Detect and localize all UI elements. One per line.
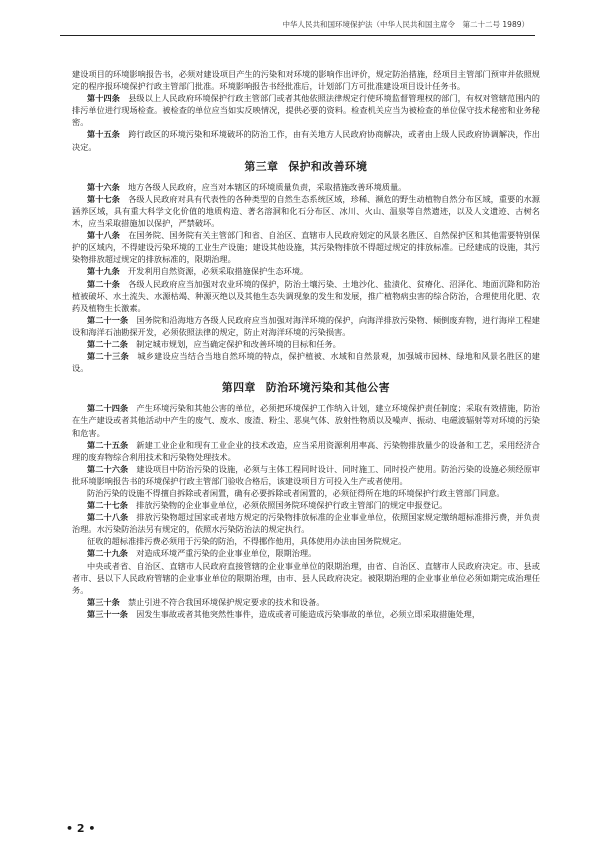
paragraph-text: 制定城市规划，应当确定保护和改善环境的目标和任务。 <box>136 338 341 349</box>
article-number: 第二十二条 <box>87 338 128 349</box>
article-paragraph <box>72 338 540 350</box>
article-number: 第三十一条 <box>87 608 128 619</box>
article-number: 第二十四条 <box>87 403 129 414</box>
paragraph-text: 产生环境污染和其他公害的单位，必须把环境保护工作纳入计划，建立环境保护责任制度；采取有效措施，防治在生产建设或者其他活动中产生的废气、废水、废渣、粉尘、恶臭气体、放射性物质以及噪声、振动、电磁波辐射等对环境的污染和危害。 <box>72 403 540 438</box>
article-number: 第二十七条 <box>87 500 128 511</box>
paragraph-text: 国务院和沿海地方各级人民政府应当加强对海洋环境的保护，向海洋排放污染物、倾倒废弃物，进行海岸工程建设和海洋石油勘探开发，必须依照法律的规定，防止对海洋环境的污染损害。 <box>72 314 540 337</box>
article-paragraph <box>72 402 540 438</box>
article-number: 第二十八条 <box>87 512 129 523</box>
article-number: 第十七条 <box>87 193 120 204</box>
paragraph-text: 排放污染物的企业事业单位，必须依照国务院环境保护行政主管部门的规定申报登记。 <box>136 500 448 511</box>
paragraph-text: 开发利用自然资源，必须采取措施保护生态环境。 <box>127 266 309 277</box>
article-paragraph <box>72 193 540 229</box>
paragraph-text: 城乡建设应当结合当地自然环境的特点，保护植被、水域和自然景观，加强城市园林、绿地和风景名胜区的建设。 <box>72 351 540 374</box>
article-number: 第十六条 <box>87 181 120 192</box>
article-number: 第二十九条 <box>87 548 128 559</box>
article-paragraph <box>72 229 540 265</box>
document-body <box>72 68 540 620</box>
chapter-heading <box>72 382 540 394</box>
paragraph-text: 因发生事故或者其他突然性事件，造成或者可能造成污染事故的单位，必须立即采取措施处理， <box>136 608 481 619</box>
paragraph-text: 县级以上人民政府环境保护行政主管部门或者其他依照法律规定行使环境监督管理权的部门，有权对管辖范围内的排污单位进行现场检查。被检查的单位应当如实反映情况，提供必要的资料。检查机关应当为被检查的单位保守技术秘密和业务秘密。 <box>72 93 540 128</box>
paragraph-text: 跨行政区的环境污染和环境破坏的防治工作，由有关地方人民政府协商解决，或者由上级人民政府协调解决，作出决定。 <box>72 129 540 152</box>
article-number: 第二十五条 <box>87 439 129 450</box>
paragraph <box>72 68 540 92</box>
paragraph-text: 在国务院、国务院有关主管部门和省、自治区、直辖市人民政府划定的风景名胜区、自然保护区和其他需要特别保护的区域内，不得建设污染环境的工业生产设施；建设其他设施，其污染物排放不得超过规定的排放标准。已经建成的设施，其污染物排放超过规定的排放标准的，限期治理。 <box>72 230 540 265</box>
article-number: 第二十六条 <box>87 463 129 474</box>
paragraph-text: 防治污染的设施不得擅自拆除或者闲置，确有必要拆除或者闲置的，必须征得所在地的环境保护行政主管部门同意。 <box>87 488 505 498</box>
paragraph-text: 新建工业企业和现有工业企业的技术改造，应当采用资源利用率高、污染物排放量少的设备和工艺，采用经济合理的废弃物综合利用技术和污染物处理技术。 <box>72 439 540 462</box>
article-number: 第十八条 <box>87 230 120 241</box>
article-number: 第十五条 <box>87 129 120 140</box>
paragraph <box>72 560 540 596</box>
paragraph <box>72 487 540 499</box>
chapter-number: 第四章 <box>221 381 256 395</box>
article-paragraph <box>72 499 540 511</box>
paragraph-text: 建设项目中防治污染的设施，必须与主体工程同时设计、同时施工、同时投产使用。防治污染的设施必须经原审批环境影响报告书的环境保护行政主管部门验收合格后，该建设项目方可投入生产或者使用。 <box>72 463 540 486</box>
article-paragraph <box>72 439 540 463</box>
article-paragraph <box>72 511 540 535</box>
chapter-heading <box>72 161 540 173</box>
chapter-number: 第三章 <box>244 159 279 173</box>
paragraph-text: 排放污染物超过国家或者地方规定的污染物排放标准的企业事业单位，依照国家规定缴纳超标准排污费，并负责治理。水污染防治法另有规定的，依照水污染防治法的规定执行。 <box>72 512 540 535</box>
paragraph-text: 各级人民政府应当加强对农业环境的保护，防治土壤污染、土地沙化、盐渍化、贫瘠化、沼泽化、地面沉降和防治植被破坏、水土流失、水源枯竭、种源灭绝以及其他生态失调现象的发生和发展，推广植物病虫害的综合防治，合理使用化肥、农药及植物生长激素。 <box>72 278 540 313</box>
article-paragraph <box>72 608 540 620</box>
article-paragraph <box>72 128 540 152</box>
paragraph-text: 建设项目的环境影响报告书，必须对建设项目产生的污染和对环境的影响作出评价，规定防治措施，经项目主管部门预审并依照规定的程序报环境保护行政主管部门批准。环境影响报告书经批准后，计划部门方可批准建设项目设计任务书。 <box>72 69 540 92</box>
article-number: 第二十条 <box>87 278 120 289</box>
article-paragraph <box>72 463 540 487</box>
article-number: 第二十一条 <box>87 314 129 325</box>
article-paragraph <box>72 265 540 277</box>
article-paragraph <box>72 350 540 374</box>
paragraph-text: 对造成环境严重污染的企业事业单位，限期治理。 <box>136 548 317 559</box>
paragraph <box>72 535 540 547</box>
article-paragraph <box>72 314 540 338</box>
running-header <box>60 14 535 36</box>
article-number: 第十九条 <box>87 266 120 277</box>
article-paragraph <box>72 181 540 193</box>
chapter-title: 防治环境污染和其他公害 <box>265 381 391 395</box>
paragraph-text: 中央或者省、自治区、直辖市人民政府直接管辖的企业事业单位的限期治理，由省、自治区、直辖市人民政府决定。市、县或者市、县以下人民政府管辖的企业事业单位的限期治理，由市、县人民政府决定。被限期治理的企业事业单位必须如期完成治理任务。 <box>72 560 540 595</box>
paragraph-text: 地方各级人民政府，应当对本辖区的环境质量负责，采取措施改善环境质量。 <box>127 181 407 192</box>
paragraph-text: 征收的超标准排污费必须用于污染的防治，不得挪作他用，具体使用办法由国务院规定。 <box>87 536 407 547</box>
article-number: 第二十三条 <box>87 351 129 362</box>
paragraph-text: 各级人民政府对具有代表性的各种类型的自然生态系统区域，珍稀、濒危的野生动植物自然分布区域，重要的水源涵养区域，具有重大科学文化价值的地质构造、著名溶洞和化石分布区、冰川、火山、温泉等自然遗迹，以及人文遗迹、古树名木，应当采取措施加以保护，严禁破坏。 <box>72 193 540 229</box>
article-paragraph <box>72 596 540 608</box>
article-paragraph <box>72 547 540 559</box>
running-title: 中华人民共和国环境保护法（中华人民共和国主席令 第二十二号 1989） <box>282 20 529 29</box>
article-paragraph <box>72 278 540 314</box>
page-number: • 2 • <box>66 822 96 835</box>
article-number: 第三十条 <box>87 596 120 607</box>
paragraph-text: 禁止引进不符合我国环境保护规定要求的技术和设备。 <box>127 596 325 607</box>
article-number: 第十四条 <box>87 93 120 104</box>
article-paragraph <box>72 92 540 128</box>
chapter-title: 保护和改善环境 <box>288 159 368 173</box>
